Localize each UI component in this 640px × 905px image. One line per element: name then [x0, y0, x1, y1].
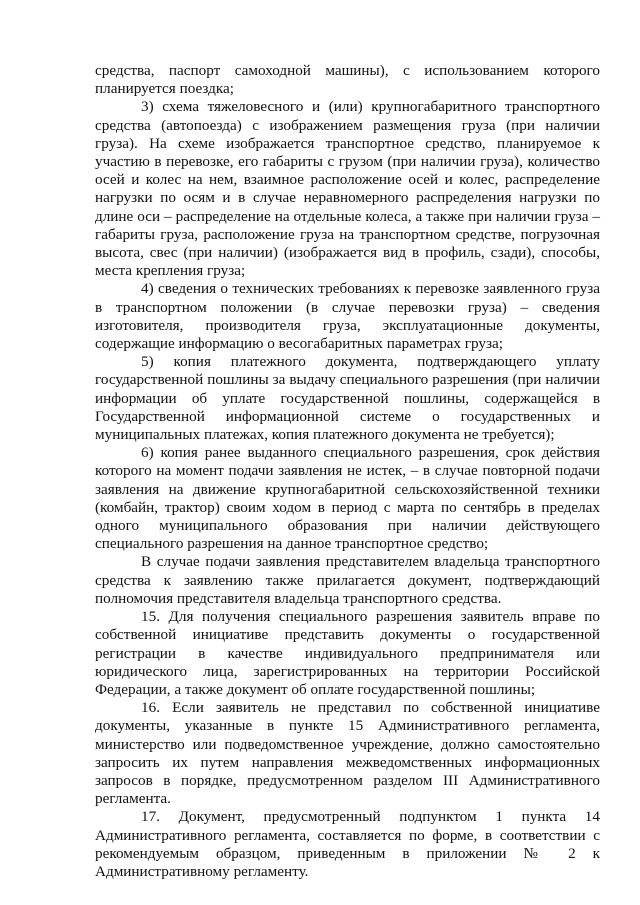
paragraph-section-17: 17. Документ, предусмотренный подпунктом 1 пункта 14 Административного регламента, составляется по форме, в соответствии с рекомендуемым образцом, приведенным в приложении № 2 к Административному регламенту.: [95, 808, 600, 880]
paragraph-item-3-scheme: 3) схема тяжеловесного и (или) крупногабаритного транспортного средства (автопоезда) с изображением размещения груза (при наличии груза). На схеме изображается транспортное средство, планируемое к участию в перевозке, его габариты с грузом (при наличии груза), количество осей и колес на нем, взаимное расположение осей и колес, распределение нагрузки по осям и в случае неравномерного распределения нагрузки по длине оси – распределение на отдельные колеса, а также при наличии груза – габариты груза, расположение груза на транспортном средстве, погрузочная высота, свес (при наличии) (изображается вид в профиль, сзади), способы, места крепления груза;: [95, 98, 600, 280]
paragraph-representative: В случае подачи заявления представителем владельца транспортного средства к заявлению также прилагается документ, подтверждающий полномочия представителя владельца транспортного средства.: [95, 553, 600, 607]
paragraph-section-15: 15. Для получения специального разрешения заявитель вправе по собственной инициативе представить документы о государственной регистрации в качестве индивидуального предпринимателя или юридического лица, зарегистрированных на территории Российской Федерации, а также документ об оплате государственной пошлины;: [95, 608, 600, 698]
paragraph-item-4-tech-requirements: 4) сведения о технических требованиях к перевозке заявленного груза в транспортном положении (в случае перевозки груза) – сведения изготовителя, производителя груза, эксплуатационные документы, содержащие информацию о весогабаритных параметрах груза;: [95, 280, 600, 353]
paragraph-item-5-payment-copy: 5) копия платежного документа, подтверждающего уплату государственной пошлины за выдачу специального разрешения (при наличии информации об уплате государственной пошлины, содержащейся в Государственной информационной системе о государственных и муниципальных платежах, копия платежного документа не требуется);: [95, 353, 600, 444]
document-body: [95, 62, 600, 881]
paragraph-continuation: средства, паспорт самоходной машины), с использованием которого планируется поездка;: [95, 62, 600, 98]
paragraph-item-6-permit-copy: 6) копия ранее выданного специального разрешения, срок действия которого на момент подачи заявления не истек, – в случае повторной подачи заявления на движение крупногабаритной сельскохозяйственной техники (комбайн, трактор) своим ходом в период с марта по сентябрь в пределах одного муниципального образования при наличии действующего специального разрешения на данное транспортное средство;: [95, 444, 600, 553]
paragraph-section-16: 16. Если заявитель не представил по собственной инициативе документы, указанные в пункте 15 Административного регламента, министерство или подведомственное учреждение, должно самостоятельно запросить их путем направления межведомственных информационных запросов в порядке, предусмотренном разделом III Административного регламента.: [95, 699, 600, 808]
